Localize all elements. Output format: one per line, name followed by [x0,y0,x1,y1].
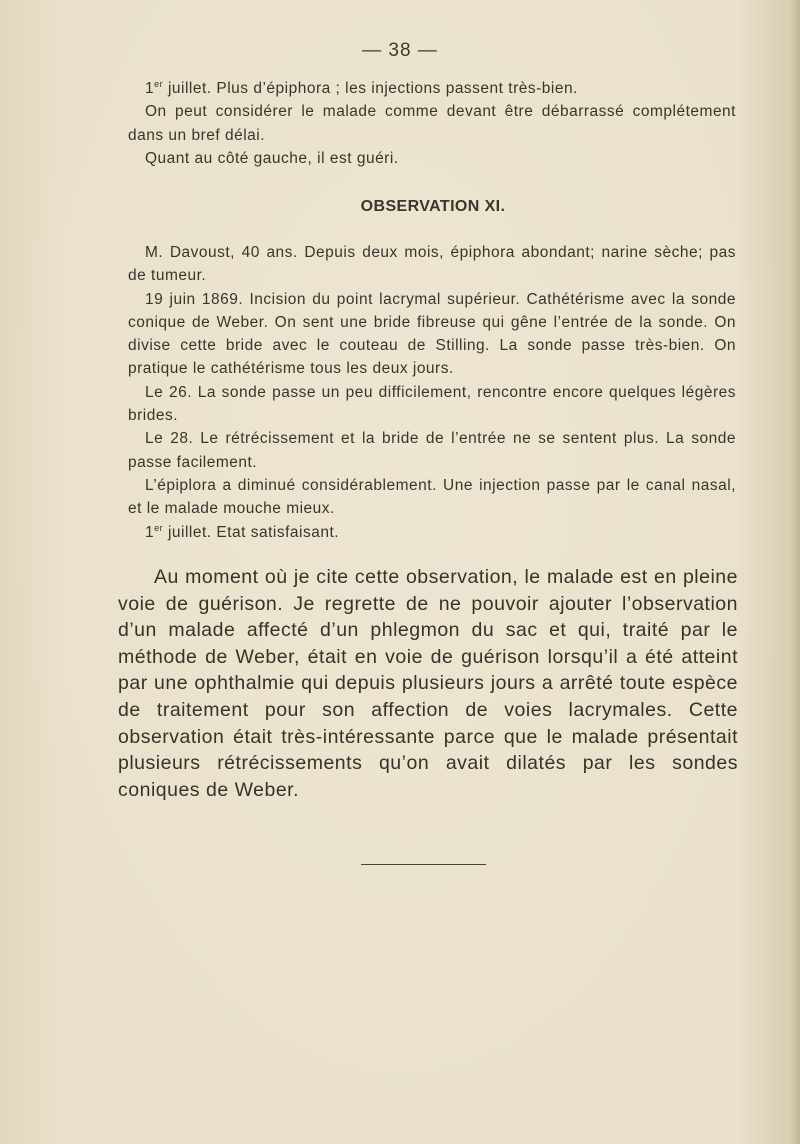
ordinal-superscript: er [154,79,164,89]
paragraph-prognosis: On peut considérer le malade comme devant être débarrassé complétement dans un bref délai. [128,103,736,144]
paragraph-conclusion: Au moment où je cite cette observation, le malade est en pleine voie de guérison. Je regrette de ne pouvoir ajouter l’observation d’un malade affecté d’un phlegmon du sac et qui, traité par le méthode de Weber, était en voie de guérison lorsqu’il a été atteint par une ophthalmie qui depuis plusieurs jours a arrêté toute espèce de traitement pour son affection de voies lacrymales. Cette observation était très-intéressante parce que le malade présentait plusieurs rétrécissements qu’on avait dilatés par les sondes coniques de Weber. [118,566,738,801]
paragraph-july-first [128,77,736,100]
ordinal-superscript: er [154,522,164,533]
day-number: 1 [145,80,155,97]
end-rule [361,864,486,865]
paragraph-june-19: 19 juin 1869. Incision du point lacrymal supérieur. Cathétérisme avec la sonde conique de Weber. On sent une bride fibreuse qui gêne l’entrée de la sonde. On divise cette bride avec le couteau de Stilling. La sonde passe très-bien. On pratique le cathétérisme tous les deux jours. [128,290,736,378]
page-number: — 38 — [362,40,438,61]
paragraph-text: juillet. Etat satisfaisant. [163,523,340,541]
observation-section [128,241,736,544]
paragraph-day-28: Le 28. Le rétrécissement et la bride de l’entrée ne se sentent plus. La sonde passe facilement. [128,430,736,471]
conclusion-section [118,564,738,803]
observation-heading: OBSERVATION XI. [360,198,506,215]
day-number: 1 [145,523,155,541]
paragraph-epiphora: L’épiplora a diminué considérablement. Une injection passe par le canal nasal, et le malade mouche mieux. [128,476,736,518]
paragraph-left-side: Quant au côté gauche, il est guéri. [145,149,399,167]
paragraph-day-26: Le 26. La sonde passe un peu difficilement, rencontre encore quelques légères brides. [128,383,736,425]
paragraph-patient: M. Davoust, 40 ans. Depuis deux mois, épiphora abondant; narine sèche; pas de tumeur. [128,244,736,285]
paragraph-july-first-status [128,521,736,544]
top-section [128,77,736,170]
paragraph-text: juillet. Plus d’épiphora ; les injections passent très-bien. [163,80,578,97]
